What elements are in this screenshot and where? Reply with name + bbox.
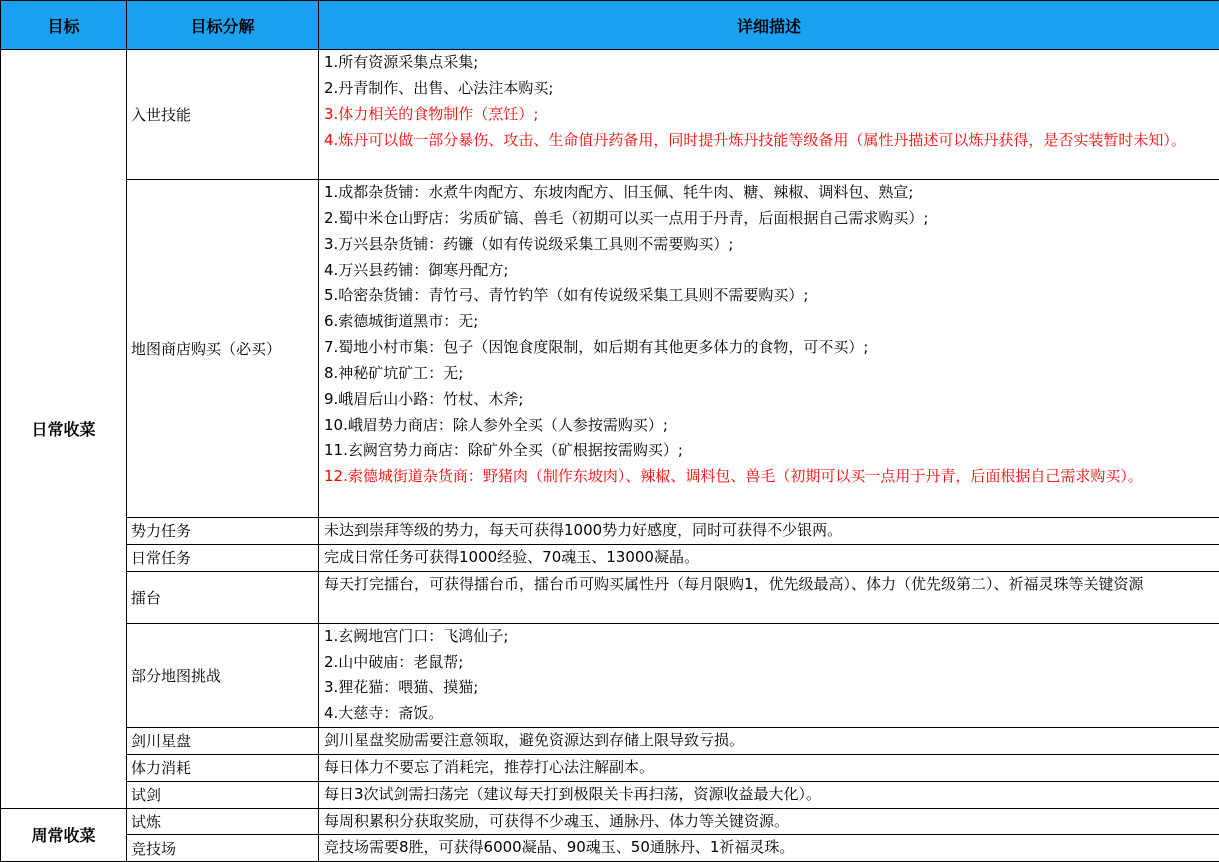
breakdown-cell: 日常任务 xyxy=(127,544,319,571)
detail-line: 3.体力相关的食物制作（烹饪）; xyxy=(324,102,1213,128)
table-row xyxy=(1,781,1219,808)
breakdown-cell: 地图商店购买（必买） xyxy=(127,180,319,518)
detail-cell xyxy=(319,180,1219,518)
table-body xyxy=(1,50,1219,862)
detail-cell xyxy=(319,50,1219,180)
table-row xyxy=(1,544,1219,571)
detail-cell xyxy=(319,808,1219,835)
detail-line: 1.所有资源采集点采集; xyxy=(324,50,1213,76)
table-row xyxy=(1,50,1219,180)
detail-line: 完成日常任务可获得1000经验、70魂玉、13000凝晶。 xyxy=(324,545,1213,571)
detail-line: 1.成都杂货铺：水煮牛肉配方、东坡肉配方、旧玉佩、牦牛肉、糖、辣椒、调料包、熟宣; xyxy=(324,180,1213,206)
detail-line: 5.哈密杂货铺：青竹弓、青竹钓竿（如有传说级采集工具则不需要购买）; xyxy=(324,283,1213,309)
table-row xyxy=(1,835,1219,862)
detail-line: 剑川星盘奖励需要注意领取，避免资源达到存储上限导致亏损。 xyxy=(324,728,1213,754)
breakdown-cell: 试剑 xyxy=(127,781,319,808)
detail-line: 2.丹青制作、出售、心法注本购买; xyxy=(324,76,1213,102)
detail-line: 9.峨眉后山小路：竹杖、木斧; xyxy=(324,387,1213,413)
table-row xyxy=(1,808,1219,835)
detail-line: 3.狸花猫：喂猫、摸猫; xyxy=(324,675,1213,701)
detail-line: 6.索德城街道黑市：无; xyxy=(324,309,1213,335)
header-breakdown: 目标分解 xyxy=(127,1,319,50)
detail-cell xyxy=(319,623,1219,727)
header-row xyxy=(1,1,1219,50)
breakdown-cell: 试炼 xyxy=(127,808,319,835)
detail-line: 4.大慈寺：斋饭。 xyxy=(324,701,1213,727)
detail-line: 3.万兴县杂货铺：药镰（如有传说级采集工具则不需要购买）; xyxy=(324,232,1213,258)
detail-cell xyxy=(319,518,1219,545)
breakdown-cell: 部分地图挑战 xyxy=(127,623,319,727)
detail-line: 每日3次试剑需扫荡完（建议每天打到极限关卡再扫荡，资源收益最大化）。 xyxy=(324,782,1213,808)
detail-line: 竞技场需要8胜，可获得6000凝晶、90魂玉、50通脉丹、1祈福灵珠。 xyxy=(324,835,1213,861)
detail-line: 每周积累积分获取奖励，可获得不少魂玉、通脉丹、体力等关键资源。 xyxy=(324,809,1213,835)
detail-cell xyxy=(319,781,1219,808)
detail-line: 4.炼丹可以做一部分暴伤、攻击、生命值丹药备用，同时提升炼丹技能等级备用（属性丹描述可以炼丹获得，是否实装暂时未知）。 xyxy=(324,128,1213,154)
detail-cell xyxy=(319,544,1219,571)
breakdown-cell: 剑川星盘 xyxy=(127,728,319,755)
detail-line: 12.索德城街道杂货商：野猪肉（制作东坡肉）、辣椒、调料包、兽毛（初期可以买一点用于丹青，后面根据自己需求购买）。 xyxy=(324,464,1213,490)
detail-cell xyxy=(319,728,1219,755)
detail-line: 4.万兴县药铺：御寒丹配方; xyxy=(324,258,1213,284)
detail-cell xyxy=(319,835,1219,862)
header-goal: 目标 xyxy=(1,1,127,50)
breakdown-cell: 势力任务 xyxy=(127,518,319,545)
detail-line: 11.玄阙宫势力商店：除矿外全买（矿根据按需购买）; xyxy=(324,438,1213,464)
detail-line: 8.神秘矿坑矿工：无; xyxy=(324,361,1213,387)
goal-cell: 日常收菜 xyxy=(1,50,127,809)
detail-line: 未达到崇拜等级的势力，每天可获得1000势力好感度，同时可获得不少银两。 xyxy=(324,518,1213,544)
table-row xyxy=(1,518,1219,545)
detail-line: 7.蜀地小村市集：包子（因饱食度限制，如后期有其他更多体力的食物，可不买）; xyxy=(324,335,1213,361)
detail-line: 每日体力不要忘了消耗完，推荐打心法注解副本。 xyxy=(324,755,1213,781)
detail-cell xyxy=(319,571,1219,623)
detail-line: 每天打完擂台，可获得擂台币，擂台币可购买属性丹（每月限购1，优先级最高）、体力（优先级第二）、祈福灵珠等关键资源 xyxy=(324,572,1213,598)
table-row xyxy=(1,623,1219,727)
detail-line: 2.蜀中米仓山野店：劣质矿镐、兽毛（初期可以买一点用于丹青，后面根据自己需求购买）; xyxy=(324,206,1213,232)
goal-cell: 周常收菜 xyxy=(1,808,127,862)
table-row xyxy=(1,728,1219,755)
detail-line: 2.山中破庙：老鼠帮; xyxy=(324,650,1213,676)
breakdown-cell: 竞技场 xyxy=(127,835,319,862)
header-detail: 详细描述 xyxy=(319,1,1219,50)
breakdown-cell: 擂台 xyxy=(127,571,319,623)
breakdown-cell: 体力消耗 xyxy=(127,754,319,781)
detail-cell xyxy=(319,754,1219,781)
breakdown-cell: 入世技能 xyxy=(127,50,319,180)
table-row xyxy=(1,754,1219,781)
detail-line: 1.玄阙地宫门口：飞鸿仙子; xyxy=(324,624,1213,650)
table-row xyxy=(1,571,1219,623)
detail-line: 10.峨眉势力商店：除人参外全买（人参按需购买）; xyxy=(324,413,1213,439)
table-row xyxy=(1,180,1219,518)
